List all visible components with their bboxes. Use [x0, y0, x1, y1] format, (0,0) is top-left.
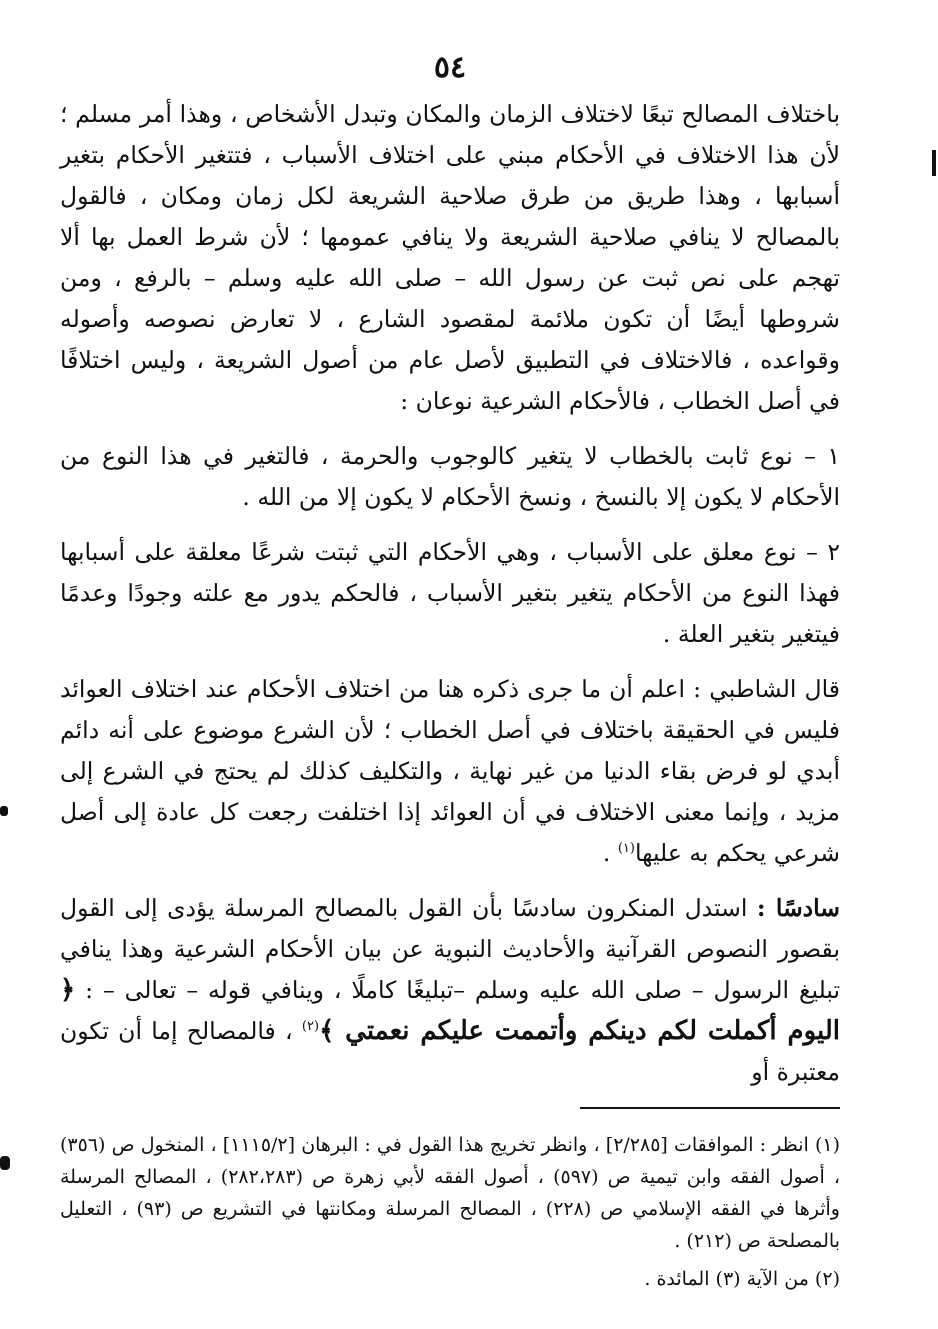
- footnotes: [60, 1129, 840, 1295]
- sixth-text: استدل المنكرون سادسًا بأن القول بالمصالح المرسلة يؤدى إلى القول بقصور النصوص القرآنية والأحاديث النبوية عن بيان الأحكام الشرعية وهذا ينافي تبليغ الرسول – صلى الله عليه وسلم –تبليغًا كاملًا ، وينافي قوله – تعالى – :: [60, 894, 840, 1004]
- page-number: ٥٤: [433, 50, 467, 85]
- paragraph-sixth: [60, 888, 840, 1093]
- shatibi-quote: قال الشاطبي : اعلم أن ما جرى ذكره هنا من اختلاف الأحكام عند اختلاف العوائد فليس في الحقيقة باختلاف في أصل الخطاب ؛ لأن الشرع موضوع على أنه دائم أبدي لو فرض بقاء الدنيا من غير نهاية ، والتكليف كذلك لم يحتج في الشرع إلى مزيد ، وإنما معنى الاختلاف في أن العوائد إذا اختلفت رجعت كل عادة إلى أصل شرعي يحكم به عليها: [60, 675, 840, 867]
- book-page: [60, 48, 840, 1318]
- footnote-2: (٢) من الآية (٣) المائدة .: [644, 1268, 840, 1290]
- scan-edge-mark: [0, 1156, 10, 1170]
- footnote-ref-2[interactable]: (٢): [301, 1019, 320, 1035]
- paragraph-intro: باختلاف المصالح تبعًا لاختلاف الزمان والمكان وتبدل الأشخاص ، وهذا أمر مسلم ؛ لأن هذا الاختلاف في الأحكام مبني على اختلاف الأسباب ، فتتغير الأحكام بتغير أسبابها ، وهذا طريق من طرق صلاحية الشريعة لكل زمان ومكان ، فالقول بالمصالح لا ينافي صلاحية الشريعة ولا ينافي عمومها ؛ لأن شرط العمل بها ألا تهجم على نص ثبت عن رسول الله – صلى الله عليه وسلم – بالرفع ، ومن شروطها أيضًا أن تكون ملائمة لمقصود الشارع ، لا تعارض نصوصه وأصوله وقواعده ، فالاختلاف في التطبيق لأصل عام من أصول الشريعة ، وليس اختلافًا في أصل الخطاب ، فالأحكام الشرعية نوعان :: [60, 100, 840, 415]
- paragraph-shatibi: [60, 669, 840, 874]
- footnote-1: (١) انظر : الموافقات [٢/٢٨٥] ، وانظر تخريج هذا القول في : البرهان [١١١٥/٢] ، المنخول ص (٣٥٦) ، أصول الفقه وابن تيمية ص (٥٩٧) ، أصول الفقه لأبي زهرة ص (٢٨٢،٢٨٣) ، المصالح المرسلة وأثرها في الفقه الإسلامي ص (٢٢٨) ، المصالح المرسلة ومكانتها في التشريع ص (٩٣) ، التعليل بالمصلحة ص (٢١٢) .: [60, 1134, 840, 1252]
- scan-edge-mark: [0, 806, 8, 816]
- paragraph-type-2: ٢ – نوع معلق على الأسباب ، وهي الأحكام التي ثبتت شرعًا معلقة على أسبابها فهذا النوع من الأحكام يتغير بتغير الأسباب ، فالحكم يدور مع علته وجودًا وعدمًا فيتغير بتغير العلة .: [60, 538, 840, 648]
- footnote-ref-1[interactable]: (١): [617, 841, 635, 857]
- footnote-divider: [580, 1107, 840, 1109]
- paragraph-type-1: ١ – نوع ثابت بالخطاب لا يتغير كالوجوب والحرمة ، فالتغير في هذا النوع من الأحكام لا يكون إلا بالنسخ ، ونسخ الأحكام لا يكون إلا من الله .: [60, 442, 840, 511]
- sixth-after: ، فالمصالح إما أن تكون معتبرة أو: [60, 1017, 840, 1086]
- quran-verse: ﴿ اليوم أكملت لكم دينكم وأتممت عليكم نعمتي ﴾: [60, 975, 840, 1046]
- scan-edge-mark: [932, 150, 936, 176]
- main-text: [60, 94, 840, 1093]
- shatibi-quote-end: .: [602, 839, 618, 867]
- sixth-lead: سادسًا :: [756, 894, 840, 922]
